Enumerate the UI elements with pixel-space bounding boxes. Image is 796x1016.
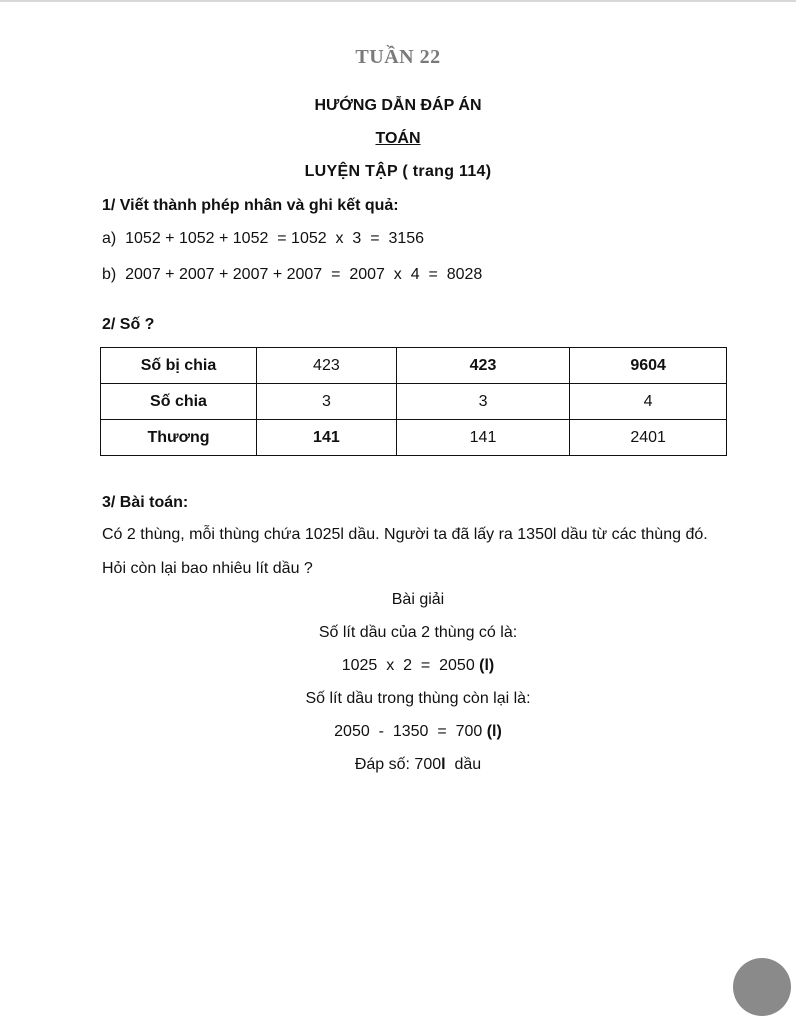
answer-unit: l bbox=[441, 756, 446, 773]
lesson-title: LUYỆN TẬP ( trang 114) bbox=[304, 163, 492, 180]
table-cell: 423 bbox=[257, 348, 397, 384]
problem-line-1: Có 2 thùng, mỗi thùng chứa 1025l dầu. Người ta đã lấy ra 1350l dầu từ các thùng đó. bbox=[102, 526, 708, 543]
table-cell: Số chia bbox=[101, 384, 257, 420]
table-cell: Số bị chia bbox=[101, 348, 257, 384]
table-cell: 423 bbox=[396, 348, 569, 384]
section-1-heading: 1/ Viết thành phép nhân và ghi kết quả: bbox=[102, 197, 399, 214]
table-row-quotient bbox=[101, 420, 727, 456]
calc-expression: 1025 x 2 = 2050 bbox=[341, 657, 480, 674]
solution-title: Bài giải bbox=[391, 591, 445, 608]
table-cell: 3 bbox=[396, 384, 569, 420]
section-1-line-a: a) 1052 + 1052 + 1052 = 1052 x 3 = 3156 bbox=[102, 230, 425, 247]
calc-expression: 2050 - 1350 = 700 bbox=[334, 723, 487, 740]
table-cell: 2401 bbox=[570, 420, 727, 456]
solution-step-1-text: Số lít dầu của 2 thùng có là: bbox=[318, 624, 518, 641]
section-2-heading: 2/ Số ? bbox=[102, 316, 155, 333]
answer-suffix: dầu bbox=[445, 756, 482, 773]
document-title: HƯỚNG DẪN ĐÁP ÁN bbox=[314, 97, 482, 114]
unit-label: (l) bbox=[486, 723, 502, 740]
page-top-border bbox=[0, 0, 796, 2]
week-label: TUẦN 22 bbox=[355, 46, 441, 68]
answer-line bbox=[0, 756, 796, 774]
table-cell: 3 bbox=[257, 384, 397, 420]
subject-title: TOÁN bbox=[375, 130, 421, 147]
section-1-line-b: b) 2007 + 2007 + 2007 + 2007 = 2007 x 4 = 8028 bbox=[102, 266, 483, 283]
solution-step-2-text: Số lít dầu trong thùng còn lại là: bbox=[305, 690, 531, 707]
table-cell: 141 bbox=[396, 420, 569, 456]
table-cell: 9604 bbox=[570, 348, 727, 384]
table-row-divisor bbox=[101, 384, 727, 420]
answer-prefix: Đáp số: 700 bbox=[354, 756, 442, 773]
division-table bbox=[100, 347, 727, 456]
table-cell: Thương bbox=[101, 420, 257, 456]
solution-step-2-calc bbox=[0, 723, 796, 741]
table-cell: 4 bbox=[570, 384, 727, 420]
page-number-badge bbox=[733, 958, 791, 1016]
unit-label: (l) bbox=[479, 657, 495, 674]
section-3-heading: 3/ Bài toán: bbox=[102, 494, 189, 511]
table-cell: 141 bbox=[257, 420, 397, 456]
problem-line-2: Hỏi còn lại bao nhiêu lít dầu ? bbox=[102, 560, 313, 577]
solution-step-1-calc bbox=[0, 657, 796, 675]
table-row-dividend bbox=[101, 348, 727, 384]
